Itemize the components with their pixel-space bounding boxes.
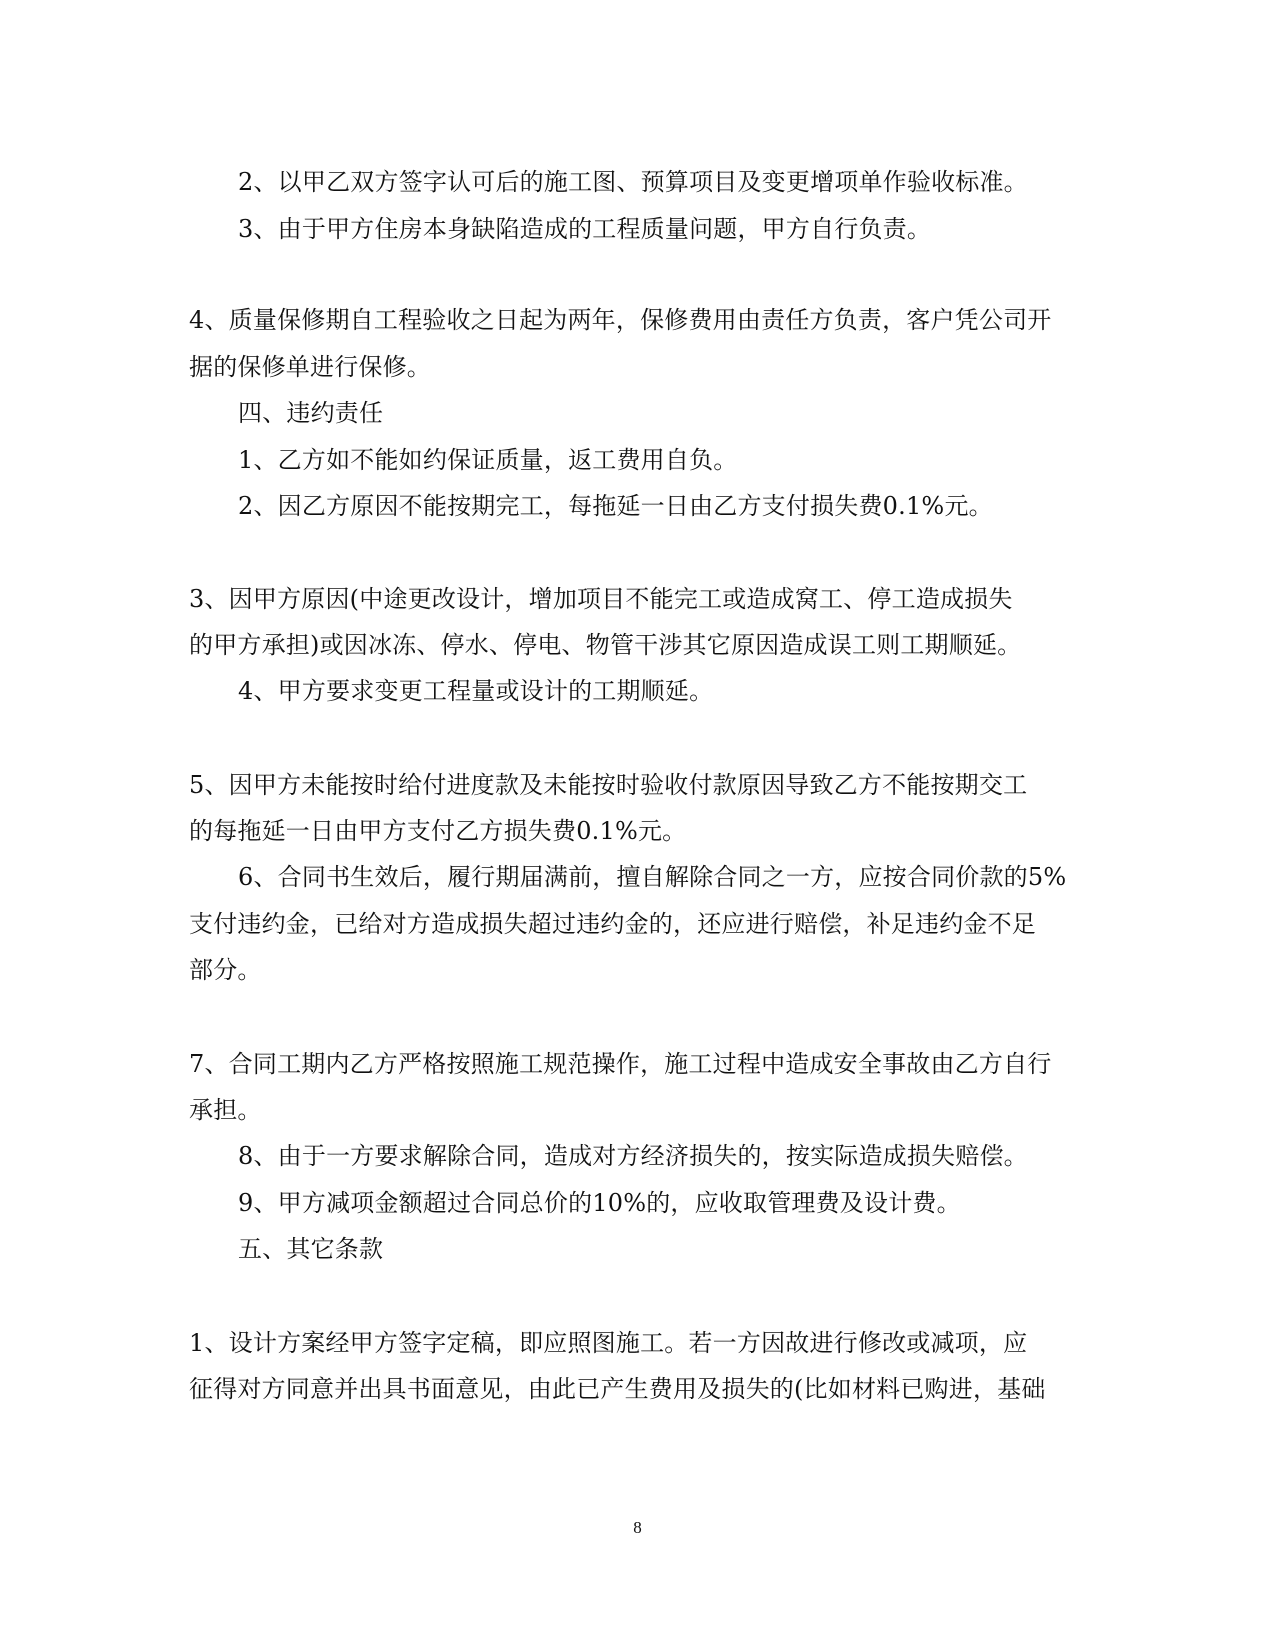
- text-line: 3、由于甲方住房本身缺陷造成的工程质量问题，甲方自行负责。: [238, 215, 932, 243]
- section-heading: 五、其它条款: [238, 1235, 384, 1263]
- text-line: 支付违约金，已给对方造成损失超过违约金的，还应进行赔偿，补足违约金不足: [189, 910, 1036, 938]
- text-line: 的每拖延一日由甲方支付乙方损失费0.1%元。: [189, 817, 687, 845]
- text-line: 的甲方承担)或因冰冻、停水、停电、物管干涉其它原因造成误工则工期顺延。: [189, 631, 1022, 659]
- text-line: 7、合同工期内乙方严格按照施工规范操作，施工过程中造成安全事故由乙方自行: [189, 1050, 1052, 1078]
- text-line: 部分。: [189, 956, 262, 984]
- text-line: 9、甲方减项金额超过合同总价的10%的，应收取管理费及设计费。: [238, 1189, 961, 1217]
- text-line: 8、由于一方要求解除合同，造成对方经济损失的，按实际造成损失赔偿。: [238, 1142, 1028, 1170]
- text-line: 6、合同书生效后，履行期届满前，擅自解除合同之一方，应按合同价款的5%: [238, 863, 1067, 891]
- text-line: 4、质量保修期自工程验收之日起为两年，保修费用由责任方负责，客户凭公司开: [189, 306, 1052, 334]
- page-number: 8: [633, 1518, 642, 1537]
- text-line: 4、甲方要求变更工程量或设计的工期顺延。: [238, 677, 714, 705]
- text-line: 2、因乙方原因不能按期完工，每拖延一日由乙方支付损失费0.1%元。: [238, 492, 993, 520]
- text-line: 承担。: [189, 1096, 262, 1124]
- text-line: 1、设计方案经甲方签字定稿，即应照图施工。若一方因故进行修改或减项，应: [189, 1329, 1028, 1357]
- text-line: 2、以甲乙双方签字认可后的施工图、预算项目及变更增项单作验收标准。: [238, 168, 1028, 196]
- text-line: 5、因甲方未能按时给付进度款及未能按时验收付款原因导致乙方不能按期交工: [189, 771, 1028, 799]
- text-line: 1、乙方如不能如约保证质量，返工费用自负。: [238, 446, 738, 474]
- text-line: 3、因甲方原因(中途更改设计，增加项目不能完工或造成窝工、停工造成损失: [189, 585, 1013, 613]
- section-heading: 四、违约责任: [238, 399, 384, 427]
- text-line: 据的保修单进行保修。: [189, 353, 431, 381]
- text-line: 征得对方同意并出具书面意见，由此已产生费用及损失的(比如材料已购进，基础: [189, 1375, 1046, 1403]
